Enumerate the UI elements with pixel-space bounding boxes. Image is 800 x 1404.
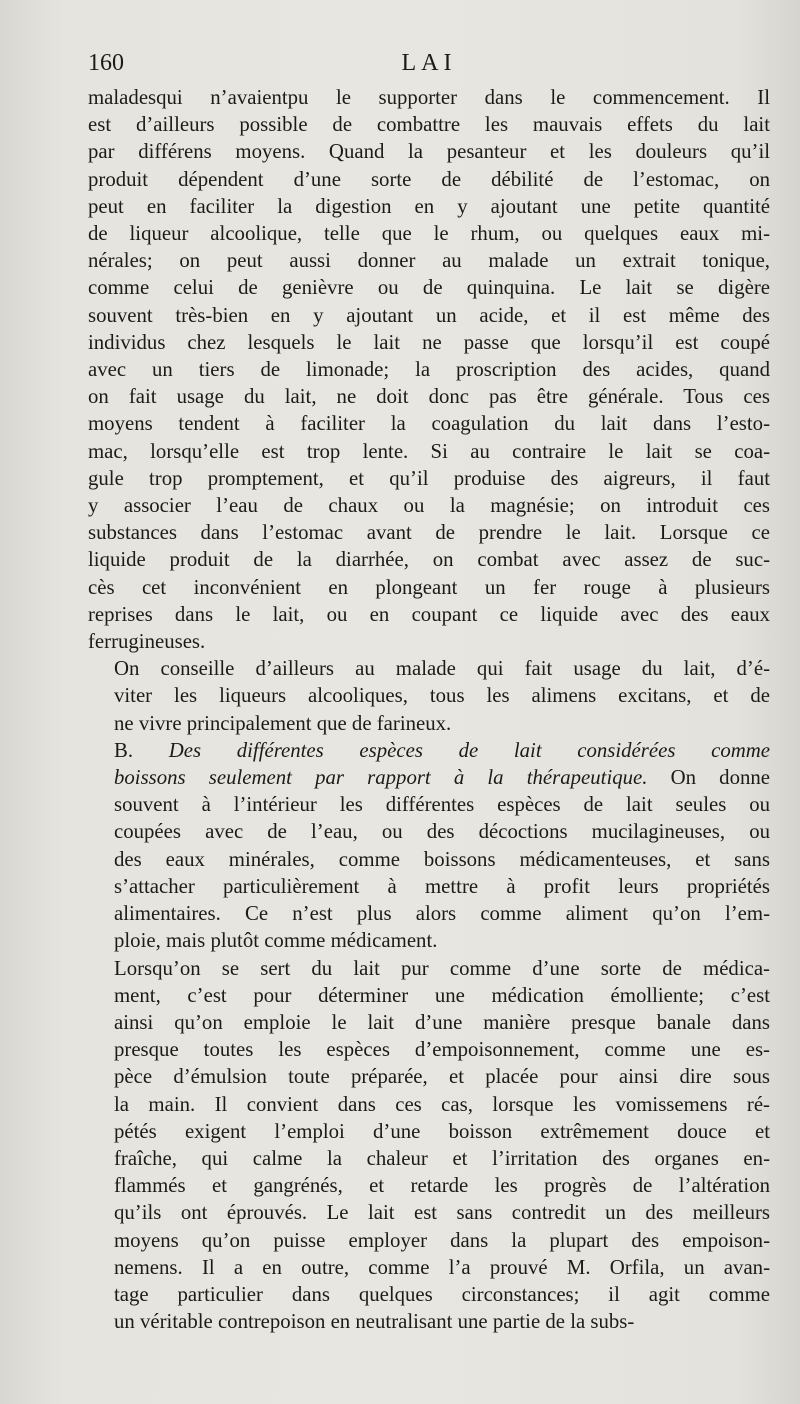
- text-line: avec un tiers de limonade; la proscription des acides, quand: [88, 358, 770, 382]
- paragraph: [88, 655, 770, 737]
- text-line: individus chez lesquels le lait ne passe que lorsqu’il est coupé: [88, 330, 770, 354]
- text-line: pèce d’émulsion toute préparée, et placée pour ainsi dire sous: [114, 1065, 770, 1089]
- text-line: maladesqui n’avaientpu le supporter dans le commencement. Il: [88, 86, 770, 109]
- text-line: ment, c’est pour déterminer une médication émolliente; c’est: [114, 983, 770, 1007]
- text-line: pétés exigent l’emploi d’une boisson extrêmement douce et: [114, 1119, 770, 1143]
- text-line: qu’ils ont éprouvés. Le lait est sans contredit un des meilleurs: [114, 1201, 770, 1225]
- text-line: viter les liqueurs alcooliques, tous les alimens excitans, et de: [114, 684, 770, 708]
- text-line: des eaux minérales, comme boissons médicamenteuses, et sans: [114, 847, 770, 871]
- text-line: souvent très-bien en y ajoutant un acide, et il est même des: [88, 303, 770, 327]
- text-line: nemens. Il a en outre, comme l’a prouvé M. Orfila, un avan-: [114, 1255, 770, 1279]
- text-line: flammés et gangrénés, et retarde les progrès de l’altération: [114, 1174, 770, 1198]
- text-line: B. Des différentes espèces de lait considérées comme: [114, 738, 770, 762]
- text-line: mac, lorsqu’elle est trop lente. Si au contraire le lait se coa-: [88, 439, 770, 463]
- text-line: boissons seulement par rapport à la thérapeutique. On donne: [114, 766, 771, 790]
- paragraph: [88, 955, 770, 1336]
- text-line: moyens tendent à faciliter la coagulation du lait dans l’esto-: [88, 412, 770, 436]
- text-line: fraîche, qui calme la chaleur et l’irritation des organes en-: [114, 1146, 770, 1170]
- body-text: [88, 84, 770, 1335]
- text-line: s’attacher particulièrement à mettre à profit leurs propriétés: [114, 874, 770, 898]
- text-line: on fait usage du lait, ne doit donc pas être générale. Tous ces: [88, 385, 770, 409]
- text-line: reprises dans le lait, ou en coupant ce liquide avec des eaux: [88, 602, 770, 626]
- text-line: souvent à l’intérieur les différentes espèces de lait seules ou: [114, 793, 770, 817]
- text-line: nérales; on peut aussi donner au malade un extrait tonique,: [88, 249, 770, 273]
- text-line: y associer l’eau de chaux ou la magnésie; on introduit ces: [88, 494, 770, 518]
- text-line: par différens moyens. Quand la pesanteur et les douleurs qu’il: [88, 140, 770, 164]
- text-line: produit dépendent d’une sorte de débilité de l’estomac, on: [88, 167, 770, 191]
- text-line: ne vivre principalement que de farineux.: [114, 711, 452, 735]
- text-line: Lorsqu’on se sert du lait pur comme d’une sorte de médica-: [114, 956, 770, 980]
- text-line: peut en faciliter la digestion en y ajoutant une petite quantité: [88, 194, 770, 218]
- text-line: un véritable contrepoison en neutralisant une partie de la subs-: [114, 1310, 635, 1334]
- text-line: comme celui de genièvre ou de quinquina. Le lait se digère: [88, 276, 770, 300]
- text-line: presque toutes les espèces d’empoisonnement, comme une es-: [114, 1038, 770, 1062]
- text-line: ainsi qu’on emploie le lait d’une manière presque banale dans: [114, 1010, 770, 1034]
- text-line: tage particulier dans quelques circonstances; il agit comme: [114, 1282, 770, 1306]
- paragraph: [88, 84, 770, 655]
- text-line: alimentaires. Ce n’est plus alors comme aliment qu’on l’em-: [114, 902, 770, 926]
- text-line: substances dans l’estomac avant de prendre le lait. Lorsque ce: [88, 521, 770, 545]
- text-line: est d’ailleurs possible de combattre les mauvais effets du lait: [88, 113, 770, 137]
- text-line: ploie, mais plutôt comme médicament.: [114, 929, 438, 953]
- text-line: coupées avec de l’eau, ou des décoctions mucilagineuses, ou: [114, 820, 770, 844]
- text-line: moyens qu’on puisse employer dans la plupart des empoison-: [114, 1228, 770, 1252]
- page-header: [88, 50, 770, 82]
- text-line: On conseille d’ailleurs au malade qui fait usage du lait, d’é-: [114, 657, 770, 681]
- text-line: cès cet inconvénient en plongeant un fer rouge à plusieurs: [88, 575, 770, 599]
- text-line: de liqueur alcoolique, telle que le rhum, ou quelques eaux mi-: [88, 222, 770, 246]
- text-line: la main. Il convient dans ces cas, lorsque les vomissemens ré-: [114, 1092, 770, 1116]
- paragraph: [88, 737, 770, 955]
- text-line: ferrugineuses.: [88, 630, 206, 654]
- running-head: LAI: [401, 50, 457, 76]
- text-line: liquide produit de la diarrhée, on combat avec assez de suc-: [88, 548, 770, 572]
- text-line: gule trop promptement, et qu’il produise des aigreurs, il faut: [88, 466, 770, 490]
- page-number: 160: [88, 50, 124, 76]
